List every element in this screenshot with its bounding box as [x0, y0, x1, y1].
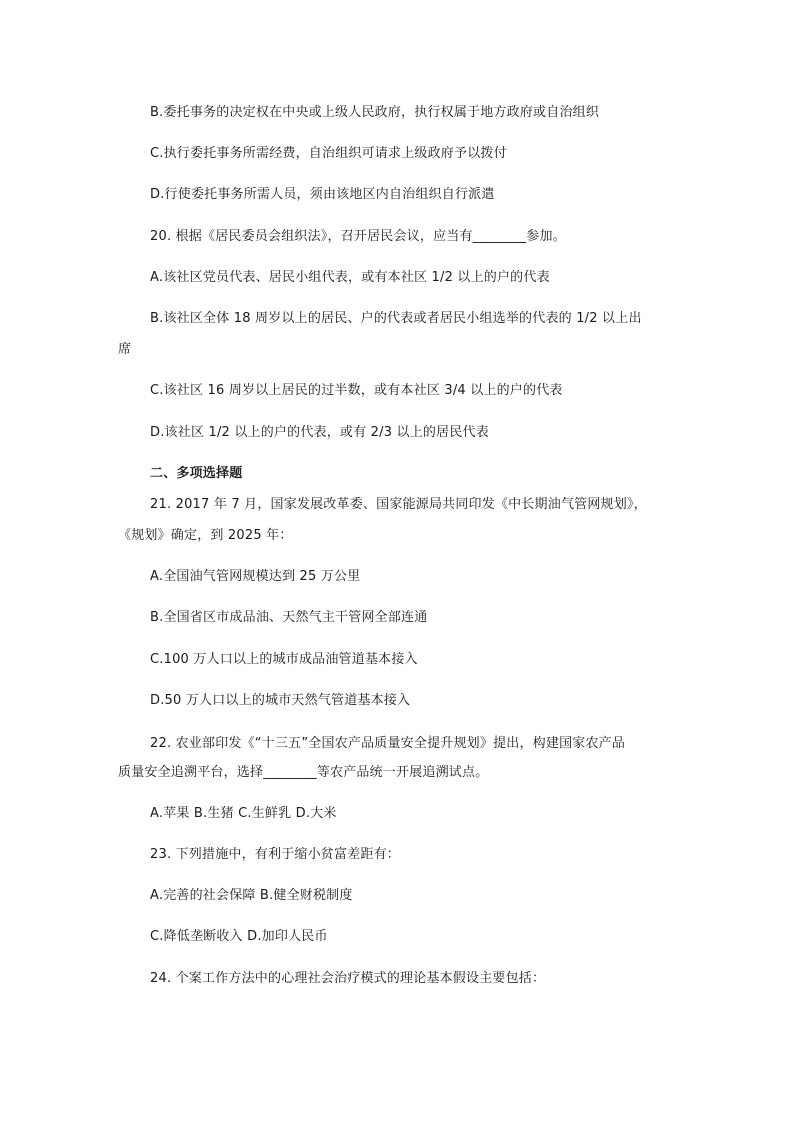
option-line: A.全国油气管网规模达到 25 万公里: [150, 569, 361, 584]
question-line-continuation: 质量安全追溯平台，选择________等农产品统一开展追溯试点。: [118, 765, 489, 780]
question-line: 24. 个案工作方法中的心理社会治疗模式的理论基本假设主要包括：: [150, 971, 546, 986]
question-line: 20. 根据《居民委员会组织法》，召开居民会议，应当有________参加。: [150, 229, 566, 244]
option-line: C.该社区 16 周岁以上居民的过半数，或有本社区 3/4 以上的户的代表: [150, 383, 563, 398]
question-line: 23. 下列措施中，有利于缩小贫富差距有：: [150, 847, 401, 862]
option-line: C.降低垄断收入 D.加印人民币: [150, 929, 328, 944]
option-line: D.50 万人口以上的城市天然气管道基本接入: [150, 693, 411, 708]
option-line: A.苹果 B.生猪 C.生鲜乳 D.大米: [150, 806, 337, 821]
option-line: D.该社区 1/2 以上的户的代表，或有 2/3 以上的居民代表: [150, 425, 489, 440]
question-line-continuation: 《规划》确定，到 2025 年：: [118, 528, 293, 543]
option-line-continuation: 席: [118, 342, 132, 357]
option-line: C.100 万人口以上的城市成品油管道基本接入: [150, 652, 418, 667]
section-heading: 二、多项选择题: [150, 466, 243, 481]
option-line: B.委托事务的决定权在中央或上级人民政府，执行权属于地方政府或自治组织: [150, 105, 600, 120]
option-line: A.该社区党员代表、居民小组代表，或有本社区 1/2 以上的户的代表: [150, 270, 550, 285]
question-line: 22. 农业部印发《“十三五”全国农产品质量安全提升规划》提出，构建国家农产品: [150, 736, 626, 751]
option-line: A.完善的社会保障 B.健全财税制度: [150, 888, 353, 903]
option-line: B.全国省区市成品油、天然气主干管网全部连通: [150, 610, 428, 625]
option-line: D.行使委托事务所需人员，须由该地区内自治组织自行派遣: [150, 187, 495, 202]
option-line: B.该社区全体 18 周岁以上的居民、户的代表或者居民小组选举的代表的 1/2 以上出: [150, 311, 642, 326]
option-line: C.执行委托事务所需经费，自治组织可请求上级政府予以拨付: [150, 146, 507, 161]
question-line: 21. 2017 年 7 月，国家发展改革委、国家能源局共同印发《中长期油气管网规划》，: [150, 497, 647, 512]
